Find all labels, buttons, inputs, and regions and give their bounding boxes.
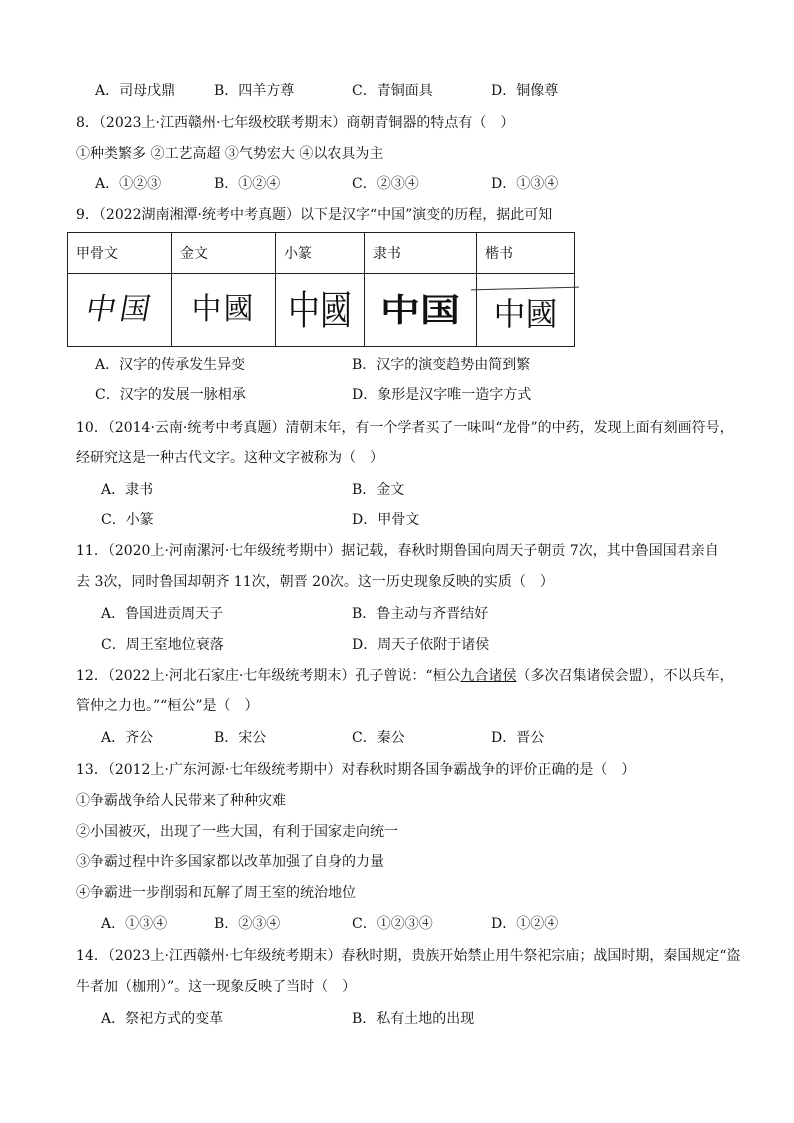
- q14-option-a: A．祭祀方式的变革: [101, 1011, 224, 1027]
- q8-option-d: D．①③④: [491, 176, 559, 192]
- q10-option-b: B．金文: [352, 482, 405, 498]
- q13-option-a: A．①③④: [101, 916, 168, 932]
- q13-item-3: ③争霸过程中许多国家都以改革加强了自身的力量: [76, 854, 384, 870]
- q14-stem-line1: 14．（2023上·江西赣州·七年级统考期末）春秋时期，贵族开始禁止用牛祭祀宗庙；战国时期，秦国规定“盗: [76, 948, 741, 964]
- q11-option-d: D．周天子依附于诸侯: [352, 637, 490, 653]
- q13-item-4: ④争霸进一步削弱和瓦解了周王室的统治地位: [76, 885, 356, 901]
- q13-item-1: ①争霸战争给人民带来了种种灾难: [76, 793, 286, 809]
- q10-option-d: D．甲骨文: [352, 512, 420, 528]
- q10-stem-line1: 10．（2014·云南·统考中考真题）清朝末年，有一个学者买了一味叫“龙骨”的中药，发现上面有刻画符号，: [76, 420, 734, 436]
- table-header-oracle: 甲骨文: [68, 233, 172, 274]
- q8-option-b: B．①②④: [214, 176, 281, 192]
- q9-option-b: B．汉字的演变趋势由简到繁: [352, 357, 531, 373]
- q12-option-a: A．齐公: [101, 730, 154, 746]
- q8-items: ①种类繁多 ②工艺高超 ③气势宏大 ④以农具为主: [76, 146, 384, 162]
- q8-option-a: A．①②③: [95, 176, 162, 192]
- q9-option-d: D．象形是汉字唯一造字方式: [352, 387, 532, 403]
- q7-option-d: D．铜像尊: [491, 83, 559, 99]
- q14-stem-line2: 牛者加（枷刑）”。这一现象反映了当时（ ）: [76, 979, 357, 995]
- glyph-regular: 中國: [477, 274, 575, 347]
- q13-item-2: ②小国被灭，出现了一些大国，有利于国家走向统一: [76, 824, 398, 840]
- q12-option-c: C．秦公: [352, 730, 405, 746]
- q12-stem-line1: 12．（2022上·河北石家庄·七年级统考期末）孔子曾说：“桓公九合诸侯（多次召集诸侯会盟），不以兵车，: [76, 668, 734, 684]
- q11-stem-line1: 11．（2020上·河南漯河·七年级统考期中）据记载，春秋时期鲁国向周天子朝贡 7次，其中鲁国国君亲自: [76, 543, 719, 559]
- table-header-regular: 楷书: [477, 233, 575, 274]
- q12-option-b: B．宋公: [214, 730, 267, 746]
- q11-stem-line2: 去 3次，同时鲁国却朝齐 11次，朝晋 20次。这一历史现象反映的实质（ ）: [76, 574, 554, 590]
- q12-option-d: D．晋公: [491, 730, 545, 746]
- q11-option-b: B．鲁主动与齐晋结好: [352, 606, 489, 622]
- q8-option-c: C．②③④: [352, 176, 419, 192]
- glyph-seal: 中國: [276, 274, 365, 347]
- q10-option-a: A．隶书: [101, 482, 154, 498]
- q11-option-a: A．鲁国进贡周天子: [101, 606, 224, 622]
- script-evolution-table: [67, 232, 575, 347]
- q12-underlined-term: 九合诸侯: [460, 668, 517, 684]
- q8-stem: 8．（2023上·江西赣州·七年级校联考期末）商朝青铜器的特点有（ ）: [76, 115, 515, 131]
- q13-stem: 13．（2012上·广东河源·七年级统考期中）对春秋时期各国争霸战争的评价正确的是（ ）: [76, 762, 636, 778]
- table-header-bronze: 金文: [172, 233, 276, 274]
- q9-option-a: A．汉字的传承发生异变: [95, 357, 246, 373]
- q7-option-a: A．司母戊鼎: [95, 83, 176, 99]
- q7-option-c: C．青铜面具: [352, 83, 433, 99]
- table-header-seal: 小篆: [276, 233, 365, 274]
- glyph-bronze: 中國: [172, 274, 276, 347]
- q13-option-c: C．①②③④: [352, 916, 433, 932]
- q13-option-d: D．①②④: [491, 916, 559, 932]
- q13-option-b: B．②③④: [214, 916, 281, 932]
- q10-option-c: C．小篆: [101, 512, 154, 528]
- glyph-clerical: 中国: [364, 274, 476, 347]
- q9-option-c: C．汉字的发展一脉相承: [95, 387, 246, 403]
- q14-option-b: B．私有土地的出现: [352, 1011, 475, 1027]
- table-header-clerical: 隶书: [364, 233, 476, 274]
- q7-option-b: B．四羊方尊: [214, 83, 295, 99]
- q9-stem: 9．（2022湖南湘潭·统考中考真题）以下是汉字“中国”演变的历程，据此可知: [76, 207, 553, 223]
- q11-option-c: C．周王室地位衰落: [101, 637, 224, 653]
- q12-stem-line2: 管仲之力也。”“桓公”是（ ）: [76, 698, 259, 714]
- glyph-oracle: 中国: [68, 274, 172, 347]
- q10-stem-line2: 经研究这是一种古代文字。这种文字被称为（ ）: [76, 450, 384, 466]
